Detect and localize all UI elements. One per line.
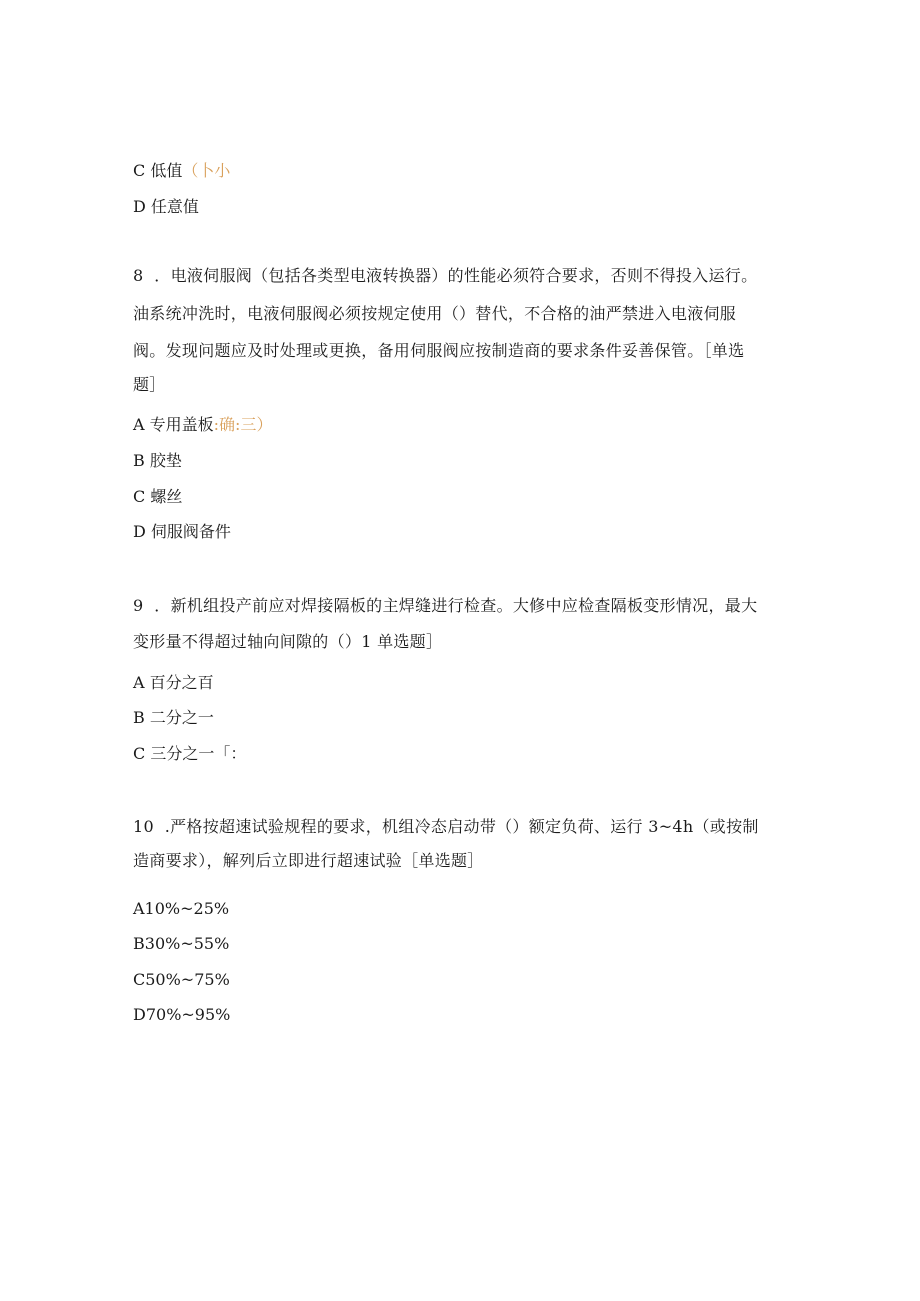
option-a-q8: [133, 415, 272, 435]
question-10-line-2: 造商要求），解列后立即进行超速试验［单选题］: [133, 851, 484, 870]
option-c-q10: C50%~75%: [133, 970, 230, 989]
question-9-line-2: 变形量不得超过轴向间隙的（）1 单选题］: [133, 632, 443, 651]
option-d-q10: D70%~95%: [133, 1005, 231, 1024]
answer-note: :确:三）: [213, 415, 273, 434]
question-8-line-1: [133, 266, 783, 286]
question-text: .严格按超速试验规程的要求，机组冷态启动带（）额定负荷、运行 3~4h（或按制: [164, 817, 759, 836]
question-9-line-1: [133, 596, 783, 616]
option-d-prev: [133, 197, 199, 217]
option-c-q8: C 螺丝: [133, 487, 183, 506]
option-c-q9: C 三分之一「：: [133, 744, 247, 763]
answer-note: （卜小: [182, 161, 231, 180]
option-a-q10: A10%~25%: [133, 899, 230, 918]
option-c-prev: [133, 161, 230, 181]
question-8-line-3: 阀。发现问题应及时处理或更换，备用伺服阀应按制造商的要求条件妥善保管。［单选: [133, 341, 745, 360]
option-label: A 专用盖板: [133, 415, 214, 434]
question-10-line-1: [133, 817, 783, 837]
question-text: ．新机组投产前应对焊接隔板的主焊缝进行检查。大修中应检查隔板变形情况，最大: [154, 596, 758, 615]
question-8-line-2: 油系统冲洗时，电液伺服阀必须按规定使用（）替代，不合格的油严禁进入电液伺服: [133, 304, 737, 323]
question-number: 9: [133, 596, 144, 615]
question-number: 10: [133, 817, 154, 836]
question-8-line-4: 题］: [133, 375, 166, 394]
question-text: ．电液伺服阀（包括各类型电液转换器）的性能必须符合要求，否则不得投入运行。: [154, 266, 758, 285]
option-label: D 任意值: [133, 197, 199, 216]
option-b-q10: B30%~55%: [133, 934, 230, 953]
question-number: 8: [133, 266, 144, 285]
option-b-q9: B 二分之一: [133, 708, 214, 727]
option-label: C 低值: [133, 161, 183, 180]
option-b-q8: B 胶垫: [133, 451, 182, 470]
option-d-q8: D 伺服阀备件: [133, 522, 231, 541]
option-a-q9: A 百分之百: [133, 673, 214, 692]
